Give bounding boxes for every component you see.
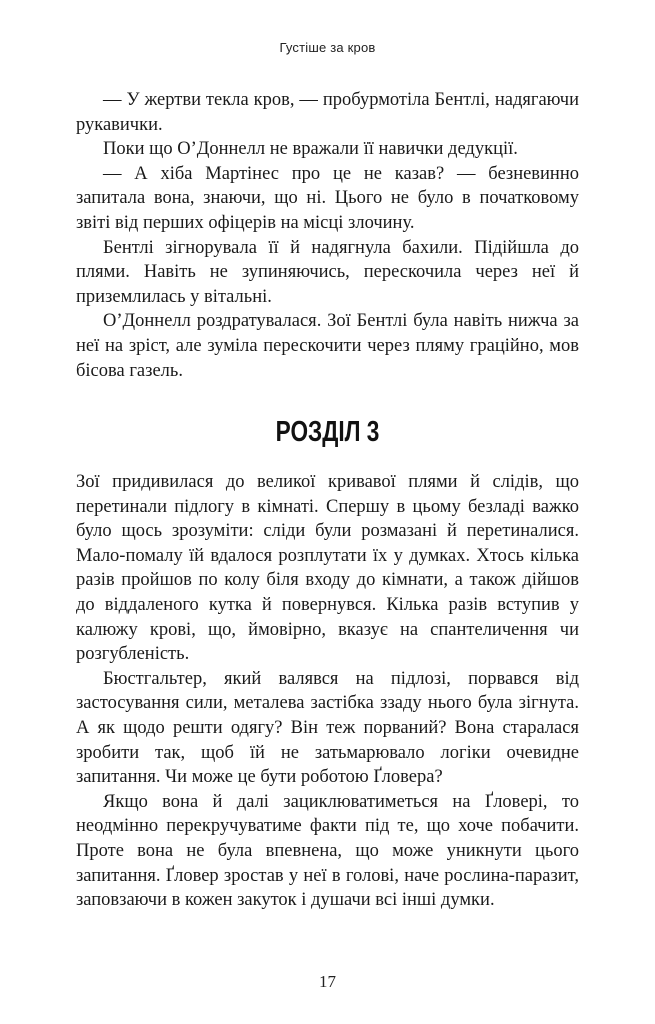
paragraph: — У жертви текла кров, — пробурмотіла Бентлі, надягаючи рукавички. [76,90,579,135]
paragraph: — А хіба Мартінес про це не казав? — безневинно запитала вона, знаючи, що ні. Цього не було в початковому звіті від перших офіцерів на місці злочину. [76,163,579,233]
paragraph: О’Доннелл роздратувалася. Зої Бентлі була навіть нижча за неї на зріст, але зуміла перескочити через пляму граційно, мов бісова газель. [76,311,579,381]
chapter-title: РОЗДІЛ 3 [275,416,380,448]
section-two-text [76,470,579,913]
page-number: 17 [319,972,336,991]
running-header: Густіше за кров [279,40,376,55]
paragraph: Якщо вона й далі зациклюватиметься на Ґловері, то неодмінно перекручуватиме факти під те, що хоче побачити. Проте вона не була впевнена, що може уникнути цього запитання. Ґловер зростав у неї в голові, наче рослина-паразит, заповзаючи в кожен закуток і душачи всі інші думки. [76,791,579,911]
section-one-text [76,88,579,383]
paragraph: Зої придивилася до великої кривавої плями й слідів, що перетинали підлогу в кімнаті. Спершу в цьому безладі важко було щось зрозуміти: сліди були розмазані й перетиналися. Мало-помалу їй вдалося розплутати їх у думках. Хтось кілька разів пройшов по колу біля входу до кімнати, а також дійшов до віддаленого кутка й повернувся. Кілька разів вступив у калюжу крові, що, ймовірно, вказує на спантеличення чи розгубленість. [76,472,579,665]
paragraph: Бюстгальтер, який валявся на підлозі, порвався від застосування сили, металева застібка ззаду нього була зігнута. А як щодо решти одягу? Він теж порваний? Вона старалася зробити так, щоб їй не затьмарювало логіки очевидне запитання. Чи може це бути роботою Ґловера? [76,668,579,788]
paragraph: Поки що О’Доннелл не вражали її навички дедукції. [103,139,518,160]
paragraph: Бентлі зігнорувала її й надягнула бахили. Підійшла до плями. Навіть не зупиняючись, перескочила через неї й приземлилась у вітальні. [76,237,579,307]
